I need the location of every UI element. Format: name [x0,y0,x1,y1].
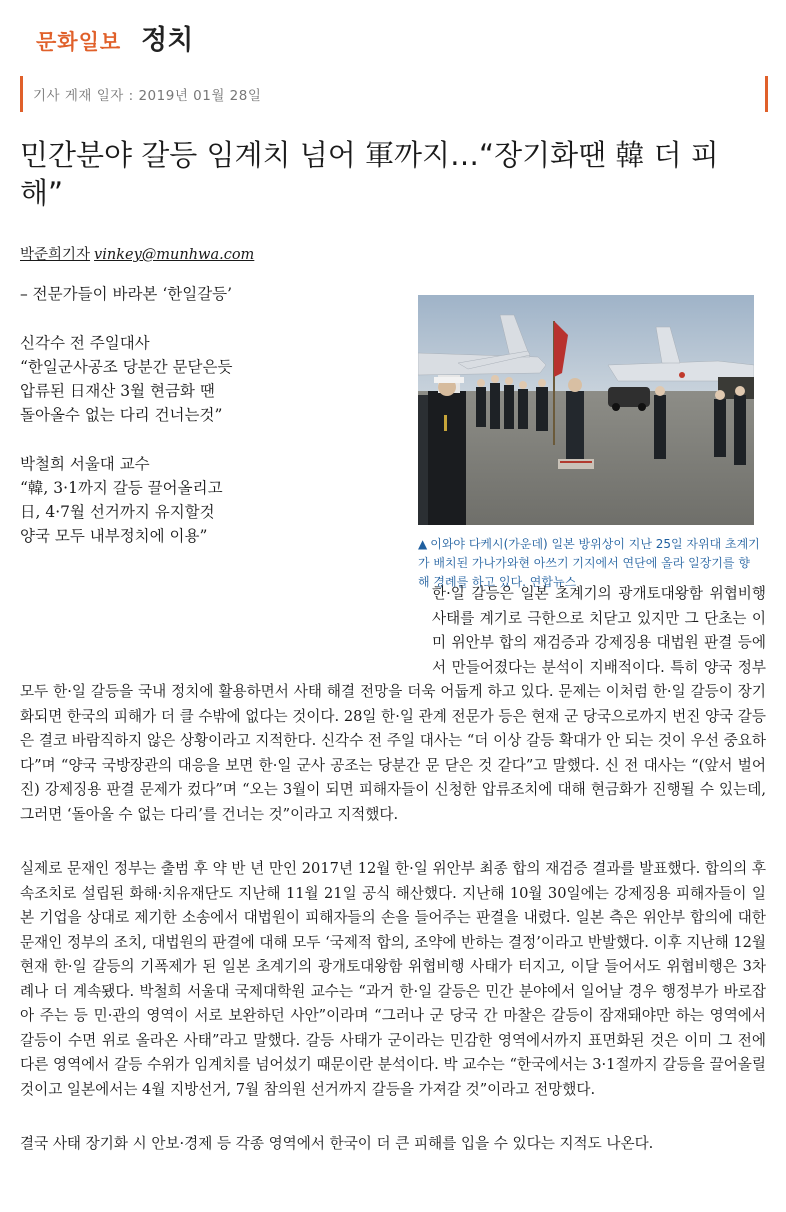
publish-date: 기사 게재 일자 : 2019년 01월 28일 [33,88,262,104]
masthead [36,18,193,57]
lead-line: 양국 모두 내부정치에 이용” [20,527,208,545]
lead-subtitle [20,282,410,306]
reporter-email[interactable]: vinkey@munhwa.com [94,247,255,263]
lead-speaker: 신각수 전 주일대사 [20,334,150,352]
paragraph-text: 한·일 갈등은 일본 초계기의 광개토대왕함 위협비행 사태를 계기로 극한으로 치닫고 있지만 그 단초는 이미 위안부 합의 재검증과 강제징용 대법원 판결 등에서 만들어졌다는 분석이 지배적이다. 특히 양국 정부 모두 한·일 갈등을 국내 정치에 활용하면서 사태 해결 전망을 더욱 어둡게 하고 있다. 문제는 이처럼 한·일 갈등이 장기화되면 한국의 피해가 더 클 수밖에 없다는 것이다. 28일 한·일 관계 전문가 등은 현재 군 당국으로까지 번진 양국 갈등은 결코 바람직하지 않은 상황이라고 지적한다. 신각수 전 주일 대사는 “더 이상 갈등 확대가 안 되는 것이 우선 중요하다”며 “양국 국방장관의 대응을 보면 한·일 군사 공조는 당분간 문 닫은 것 같다”고 말했다. 신 전 대사는 “(앞서 벌어진) 강제징용 판결 문제가 컸다”며 “오는 3월이 되면 피해자들이 신청한 압류조치에 대해 현금화가 진행될 수 있는데, 그러면 ‘돌아올 수 없는 다리’를 건너는 것”이라고 지적했다. [20,585,766,823]
paragraph-gap [20,827,766,857]
triangle-icon: ▲ [418,537,428,551]
lead-line: “한일군사공조 당분간 문닫은듯 [20,358,233,376]
text-wrap-spacer [20,582,418,656]
lead-line: – 전문가들이 바라본 ‘한일갈등’ [20,285,233,303]
lead-line: 압류된 日재산 3월 현금화 땐 [20,382,215,400]
lead-speaker: 박철희 서울대 교수 [20,455,150,473]
accent-bar-left [20,76,23,112]
foreground-officer [428,375,466,525]
lead-quote-block [20,331,410,427]
publish-date-bar [20,76,768,112]
body-paragraph: 실제로 문재인 정부는 출범 후 약 반 년 만인 2017년 12월 한·일 위안부 최종 합의 재검증 결과를 발표했다. 합의의 후속조치로 설립된 화해·치유재단도 지난해 11월 21일 공식 해산했다. 지난해 10월 30일에는 강제징용 피해자들이 일본 기업을 상대로 제기한 소송에서 대법원이 피해자들의 손을 들어주는 판결을 내렸다. 일본 측은 위안부 합의에 대한 문재인 정부의 조치, 대법원의 판결에 대해 모두 ‘국제적 합의, 조약에 반하는 결정’이라고 반발했다. 이후 지난해 12월 현재 한·일 갈등의 기폭제가 된 일본 초계기의 광개토대왕함 위협비행 사태가 터지고, 이달 들어서도 위협비행은 3차례나 더 계속됐다. 박철희 서울대 국제대학원 교수는 “과거 한·일 갈등은 민간 분야에서 일어날 경우 행정부가 바로잡아 주는 등 민·관의 영역이 서로 보완하던 사안”이라며 “그러나 군 당국 간 마찰은 갈등이 잠재돼야만 하는 영역에서 갈등이 수면 위로 올라온 사태”라고 말했다. 갈등 사태가 군이라는 민감한 영역에서까지 표면화된 것은 이미 그 전에 다른 영역에서 갈등 수위가 임계치를 넘어섰기 때문이란 분석이다. 박 교수는 “한국에서는 3·1절까지 갈등을 끌어올릴 것이고 일본에서는 4월 지방선거, 7월 참의원 선거까지 갈등을 가져갈 것”이라고 전망했다. [20,860,766,1098]
section-title: 정치 [141,25,194,56]
accent-bar-right [765,76,768,112]
body-paragraph: 결국 사태 장기화 시 안보·경제 등 각종 영역에서 한국이 더 큰 피해를 입을 수 있다는 지적도 나온다. [20,1135,654,1152]
article-headline: 민간분야 갈등 임계치 넘어 軍까지…“장기화땐 韓 더 피해” [20,138,719,210]
body-paragraph [20,582,766,827]
article-body [20,582,766,1157]
lead-summary [20,282,410,573]
lead-line: 돌아올수 없는 다리 건너는것” [20,406,223,424]
lead-line: 日, 4·7월 선거까지 유지할것 [20,503,215,521]
reporter-name[interactable]: 박준희기자 [20,247,91,263]
news-photo[interactable] [418,295,754,525]
caption-text: 이와야 다케시(가운데) 일본 방위상이 지난 25일 자위대 초계기가 배치된 가나가와현 아쓰기 기지에서 연단에 올라 일장기를 향해 경례를 하고 있다. 연합뉴스 [418,537,760,589]
byline [20,243,254,264]
paragraph-gap [20,1102,766,1132]
lead-quote-block [20,452,410,548]
lead-line: “韓, 3·1까지 갈등 끌어올리고 [20,479,223,497]
newspaper-logo[interactable]: 문화일보 [36,30,122,54]
